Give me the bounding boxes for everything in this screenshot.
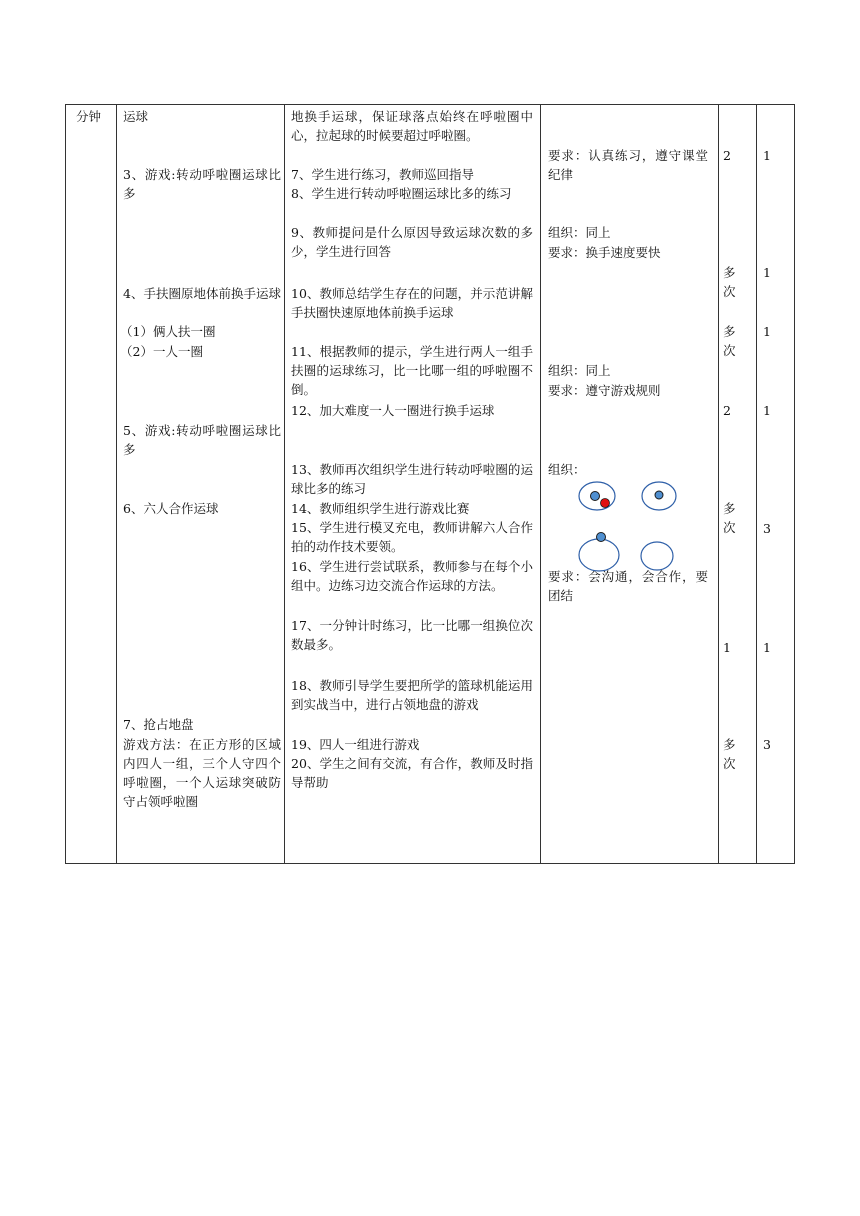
step-17: 17、一分钟计时练习，比一比哪一组换位次数最多。 (291, 618, 533, 652)
content-item-dribble: 运球 (123, 109, 149, 124)
content-item-3: 3、游戏:转动呼啦圈运球比多 (123, 167, 281, 201)
step-7: 7、学生进行练习，教师巡回指导 (291, 167, 474, 182)
step-20: 20、学生之间有交流，有合作，教师及时指导帮助 (291, 756, 533, 790)
duration-5: 3 (763, 521, 771, 536)
ball-marker (601, 499, 610, 508)
step-8: 8、学生进行转动呼啦圈运球比多的练习 (291, 186, 512, 201)
organization-2: 组织：同上 (548, 363, 611, 378)
duration-7: 3 (763, 737, 771, 752)
student-marker (655, 491, 663, 499)
step-11: 11、根据教师的提示，学生进行两人一组手扶圈的运球练习，比一比哪一组的呼啦圈不倒。 (291, 344, 533, 397)
time-unit-label: 分钟 (76, 109, 102, 124)
step-13: 13、教师再次组织学生进行转动呼啦圈的运球比多的练习 (291, 462, 533, 496)
duration-3: 1 (763, 324, 771, 339)
step-18: 18、教师引导学生要把所学的篮球机能运用到实战当中，进行占领地盘的游戏 (291, 678, 533, 712)
step-14: 14、教师组织学生进行游戏比赛 (291, 501, 470, 516)
duration-4: 1 (763, 403, 771, 418)
requirement-1: 要求：认真练习，遵守课堂纪律 (548, 148, 708, 182)
count-2: 多次 (723, 265, 736, 299)
count-3: 多次 (723, 324, 736, 358)
duration-6: 1 (763, 640, 771, 655)
student-marker (597, 533, 606, 542)
duration-1: 1 (763, 148, 771, 163)
step-continued: 地换手运球，保证球落点始终在呼啦圈中心，拉起球的时候要超过呼啦圈。 (291, 109, 533, 143)
organization-3: 组织： (548, 462, 586, 477)
hoop-bottom-right (641, 542, 673, 570)
step-16: 16、学生进行尝试联系，教师参与在每个小组中。边练习边交流合作运球的方法。 (291, 559, 533, 593)
content-item-6: 6、六人合作运球 (123, 501, 219, 516)
count-6: 1 (723, 640, 731, 655)
content-item-5: 5、游戏:转动呼啦圈运球比多 (123, 423, 281, 457)
count-4: 2 (723, 403, 731, 418)
content-item-4-sub1: （1）俩人扶一圈 (120, 324, 216, 339)
step-10: 10、教师总结学生存在的问题，并示范讲解手扶圈快速原地体前换手运球 (291, 286, 533, 320)
content-item-4-sub2: （2）一人一圈 (120, 344, 203, 359)
count-5: 多次 (723, 501, 736, 535)
step-9: 9、教师提问是什么原因导致运球次数的多少，学生进行回答 (291, 225, 533, 259)
step-19: 19、四人一组进行游戏 (291, 737, 420, 752)
organization-1: 组织：同上 (548, 225, 611, 240)
step-12: 12、加大难度一人一圈进行换手运球 (291, 403, 495, 418)
content-item-7-title: 7、抢占地盘 (123, 717, 194, 732)
student-marker (591, 492, 600, 501)
hoop-bottom-left (579, 539, 619, 571)
content-item-4: 4、手扶圈原地体前换手运球 (123, 286, 281, 301)
count-7: 多次 (723, 737, 736, 771)
content-item-7-method: 游戏方法：在正方形的区域内四人一组，三个人守四个呼啦圈，一个人运球突破防守占领呼啦圈 (123, 737, 281, 809)
duration-2: 1 (763, 265, 771, 280)
requirement-2: 要求：换手速度要快 (548, 245, 661, 260)
step-15: 15、学生进行模叉充电，教师讲解六人合作拍的动作技术要领。 (291, 520, 533, 554)
requirement-3: 要求：遵守游戏规则 (548, 383, 661, 398)
requirement-4: 要求：会沟通，会合作，要团结 (548, 569, 708, 603)
count-1: 2 (723, 148, 731, 163)
